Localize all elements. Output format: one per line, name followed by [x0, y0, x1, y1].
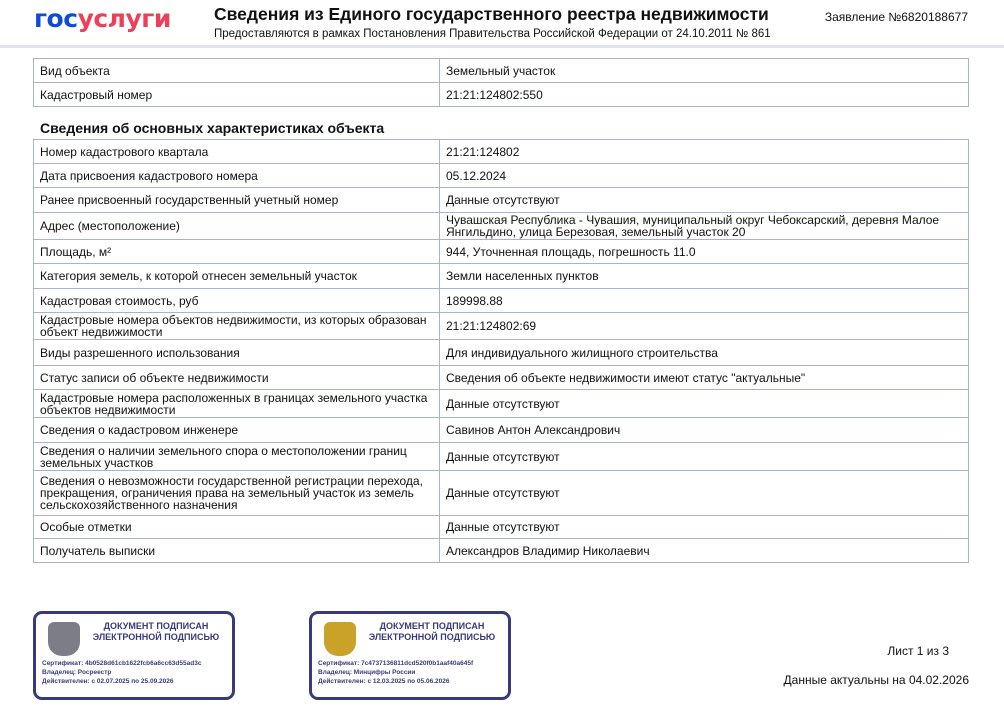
row-label: Вид объекта [34, 59, 440, 83]
table-row [34, 366, 969, 390]
header-divider [0, 45, 1004, 48]
row-value: Чувашская Республика - Чувашия, муниципальный округ Чебоксарский, деревня Малое Янгильдино, улица Березовая, земельный участок 20 [440, 213, 969, 240]
row-value: Сведения об объекте недвижимости имеют статус "актуальные" [440, 366, 969, 390]
table-row [34, 516, 969, 539]
row-value: 189998.88 [440, 289, 969, 313]
row-value: 944, Уточненная площадь, погрешность 11.0 [440, 240, 969, 264]
table-row [34, 59, 969, 83]
row-value: Данные отсутствуют [440, 471, 969, 516]
row-label: Сведения о наличии земельного спора о местоположении границ земельных участков [34, 443, 440, 471]
section-title: Сведения об основных характеристиках объекта [40, 120, 385, 136]
row-label: Адрес (местоположение) [34, 213, 440, 240]
characteristics-table [33, 139, 969, 563]
row-value: Земельный участок [440, 59, 969, 83]
signature-stamp-1: ДОКУМЕНТ ПОДПИСАН ЭЛЕКТРОННОЙ ПОДПИСЬЮ Сертификат: 4b0528d61cb1622fcb6a6cc63d55ad3c Владелец: Росреестр Действителен: с 02.07.2025 по 25.09.2026 [33, 611, 235, 700]
table-row [34, 390, 969, 418]
table-row [34, 264, 969, 289]
row-label: Категория земель, к которой отнесен земельный участок [34, 264, 440, 289]
signature-stamp-2: ДОКУМЕНТ ПОДПИСАН ЭЛЕКТРОННОЙ ПОДПИСЬЮ Сертификат: 7c4737136811dcd520f0b1aaf40a645f Владелец: Минцифры России Действителен: с 12.03.2025 по 05.06.2026 [309, 611, 511, 700]
table-row [34, 140, 969, 164]
sheet-number: Лист 1 из 3 [887, 644, 949, 658]
row-label: Ранее присвоенный государственный учетный номер [34, 188, 440, 213]
row-value: Савинов Антон Александрович [440, 418, 969, 443]
rosreestr-emblem-icon [48, 622, 80, 656]
page-title: Сведения из Единого государственного реестра недвижимости [214, 4, 769, 24]
row-label: Сведения о невозможности государственной регистрации перехода, прекращения, ограничения права на земельный участок из земель сельскохозяйственного назначения [34, 471, 440, 516]
row-label: Кадастровый номер [34, 83, 440, 107]
row-value: 21:21:124802:550 [440, 83, 969, 107]
coat-of-arms-icon [324, 622, 356, 656]
row-value: 21:21:124802:69 [440, 313, 969, 340]
row-label: Номер кадастрового квартала [34, 140, 440, 164]
row-label: Получатель выписки [34, 539, 440, 563]
table-row [34, 313, 969, 340]
table-row [34, 240, 969, 264]
row-label: Кадастровые номера расположенных в границах земельного участка объектов недвижимости [34, 390, 440, 418]
page-subtitle: Предоставляются в рамках Постановления Правительства Российской Федерации от 24.10.2011 № 861 [214, 28, 771, 40]
row-value: Данные отсутствуют [440, 390, 969, 418]
application-number: Заявление №6820188677 [824, 10, 968, 24]
row-label: Площадь, м² [34, 240, 440, 264]
table-row [34, 213, 969, 240]
row-value: Данные отсутствуют [440, 516, 969, 539]
table-row [34, 443, 969, 471]
table-row [34, 340, 969, 366]
row-value: Для индивидуального жилищного строительства [440, 340, 969, 366]
row-label: Виды разрешенного использования [34, 340, 440, 366]
object-table [33, 58, 969, 107]
row-value: 21:21:124802 [440, 140, 969, 164]
row-label: Статус записи об объекте недвижимости [34, 366, 440, 390]
table-row [34, 471, 969, 516]
data-actual-date: Данные актуальны на 04.02.2026 [783, 673, 969, 687]
row-label: Кадастровые номера объектов недвижимости, из которых образован объект недвижимости [34, 313, 440, 340]
table-row [34, 83, 969, 107]
row-label: Особые отметки [34, 516, 440, 539]
table-row [34, 289, 969, 313]
table-row [34, 164, 969, 188]
row-label: Дата присвоения кадастрового номера [34, 164, 440, 188]
row-value: Александров Владимир Николаевич [440, 539, 969, 563]
row-value: Земли населенных пунктов [440, 264, 969, 289]
row-value: 05.12.2024 [440, 164, 969, 188]
row-label: Кадастровая стоимость, руб [34, 289, 440, 313]
table-row [34, 418, 969, 443]
row-value: Данные отсутствуют [440, 443, 969, 471]
row-value: Данные отсутствуют [440, 188, 969, 213]
table-row [34, 539, 969, 563]
row-label: Сведения о кадастровом инженере [34, 418, 440, 443]
table-row [34, 188, 969, 213]
gosuslugi-logo: госуслуги [34, 4, 171, 33]
